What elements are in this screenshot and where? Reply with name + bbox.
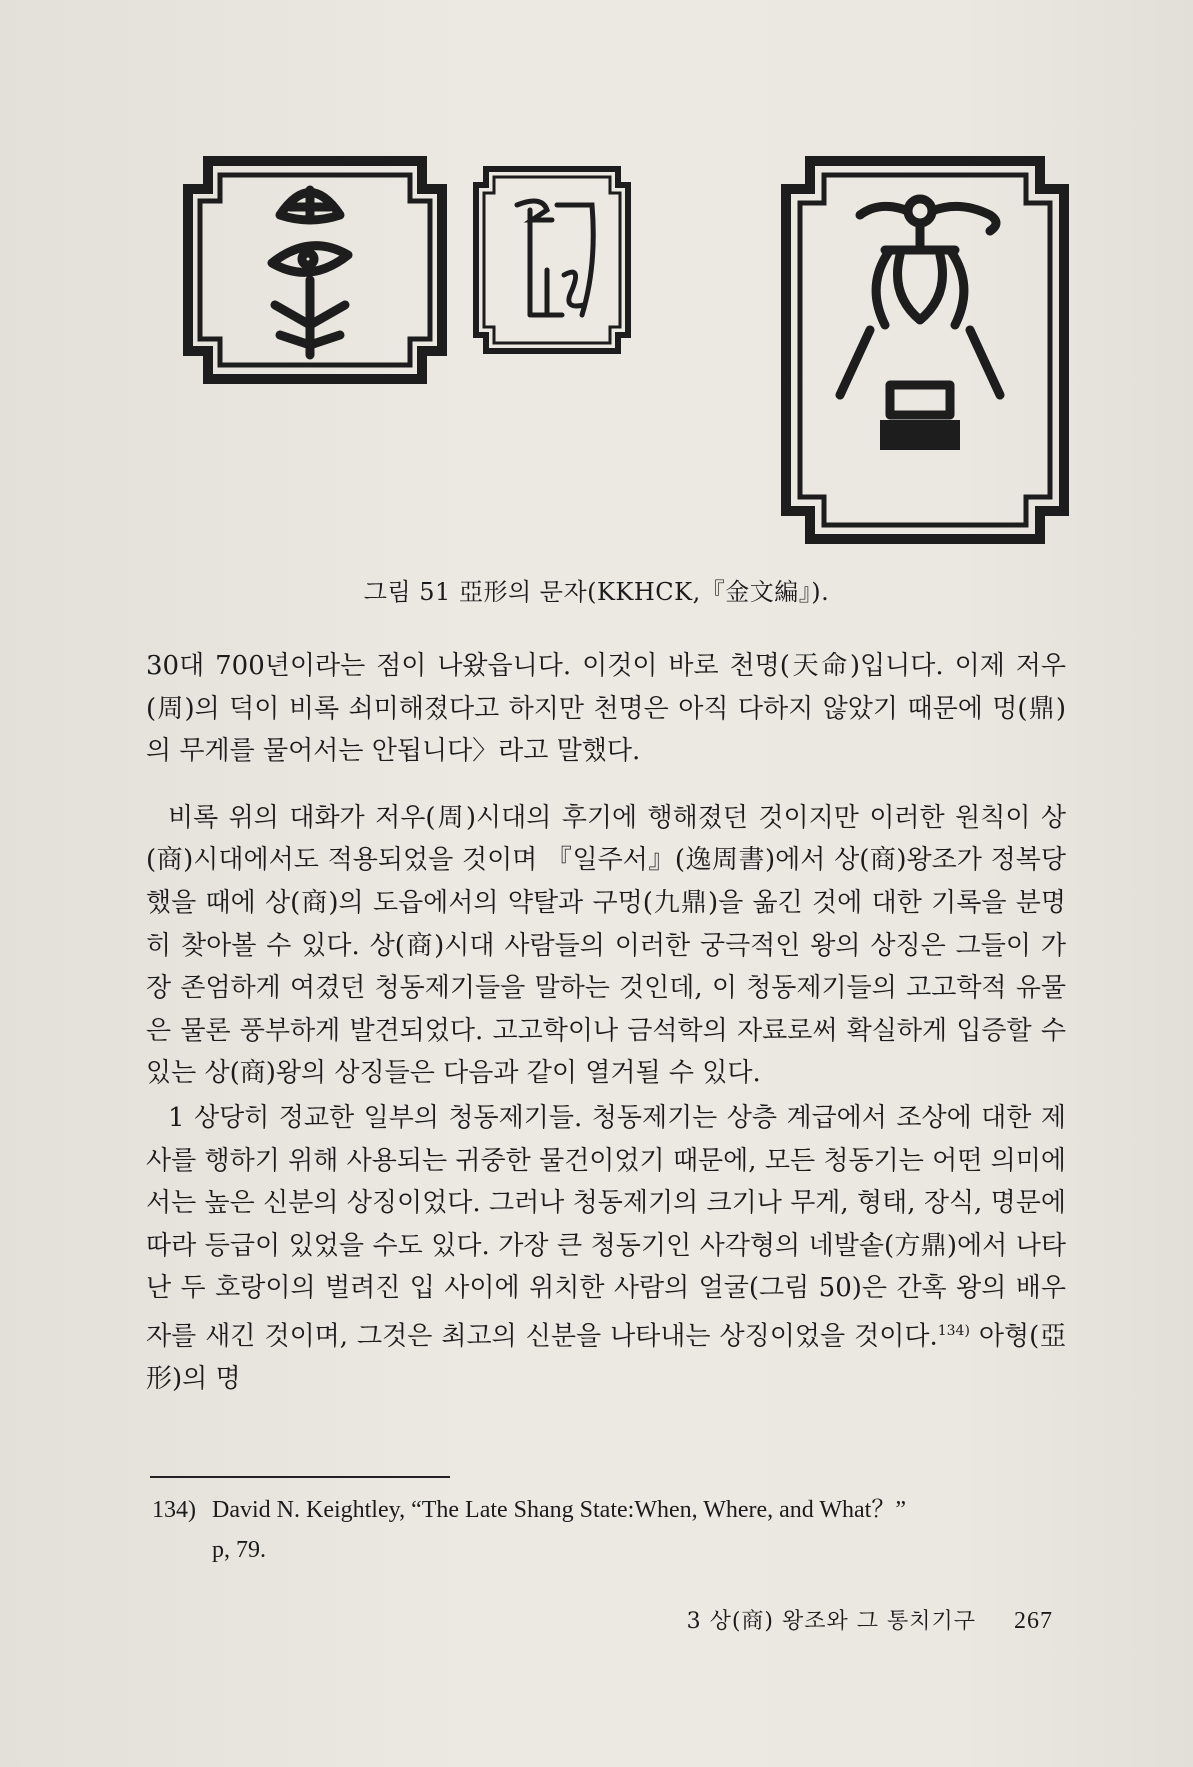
figure-caption: 그림 51 亞形의 문자(KKHCK,『金文編』). bbox=[363, 578, 830, 606]
figure-51 bbox=[180, 155, 1070, 545]
running-title: 3 상(商) 왕조와 그 통치기구 bbox=[686, 1609, 976, 1634]
footnote-rule bbox=[150, 1476, 450, 1478]
human-figure-glyph bbox=[780, 155, 1070, 545]
paragraph-3-text: 1 상당히 정교한 일부의 청동제기들. 청동제기는 상층 계급에서 조상에 대한 제사를 행하기 위해 사용되는 귀중한 물건이었기 때문에, 모든 청동기는 어떤 의미에서는 높은 신분의 상징이었다. 그러나 청동제기의 크기나 무게, 형태, 장식, 명문에 따라 등급이 있었을 수도 있다. 가장 큰 청동기인 사각형의 네발솥(方鼎)에서 나타난 두 호랑이의 벌려진 입 사이에 위치한 사람의 얼굴(그림 50)은 간혹 왕의 배우자를 새긴 것이며, 그것은 최고의 신분을 나타내는 상징이었을 것이다. bbox=[146, 1102, 1066, 1352]
footnote-ref-134[interactable]: 134) bbox=[937, 1322, 970, 1339]
paragraph-1: 30대 700년이라는 점이 나왔읍니다. 이것이 바로 천명(天命)입니다. 이제 저우(周)의 덕이 비록 쇠미해졌다고 하지만 천명은 아직 다하지 않았기 때문에 멍(鼎)의 무게를 물어서는 안됩니다〉라고 말했다. bbox=[146, 651, 1066, 767]
footnote-continuation: p, 79. bbox=[212, 1537, 266, 1563]
fish-glyph bbox=[180, 155, 450, 385]
body-text bbox=[146, 645, 1066, 1401]
page-number: 267 bbox=[1014, 1608, 1053, 1634]
paragraph-2: 비록 위의 대화가 저우(周)시대의 후기에 행해졌던 것이지만 이러한 원칙이 상(商)시대에서도 적용되었을 것이며 『일주서』(逸周書)에서 상(商)왕조가 정복당했을 때에 상(商)의 도읍에서의 약탈과 구멍(九鼎)을 옮긴 것에 대한 기록을 분명히 찾아볼 수 있다. 상(商)시대 사람들의 이러한 궁극적인 왕의 상징은 그들이 가장 존엄하게 여겼던 청동제기들을 말하는 것인데, 이 청동제기들의 고고학적 유물은 물론 풍부하게 발견되었다. 고고학이나 금석학의 자료로써 확실하게 입증할 수 있는 상(商)왕의 상징들은 다음과 같이 열거될 수 있다. bbox=[146, 802, 1066, 1089]
footnote-134 bbox=[152, 1490, 1072, 1570]
paragraph-3-tail: 아형(亞形)의 명 bbox=[146, 1321, 1066, 1395]
paragraph-3 bbox=[146, 1097, 1066, 1401]
footnote-text: David N. Keightley, “The Late Shang State:When, Where, and What？” bbox=[212, 1497, 906, 1523]
footnote-number: 134) bbox=[152, 1497, 196, 1523]
running-footer bbox=[687, 1604, 1053, 1635]
bird-glyph bbox=[472, 165, 632, 355]
